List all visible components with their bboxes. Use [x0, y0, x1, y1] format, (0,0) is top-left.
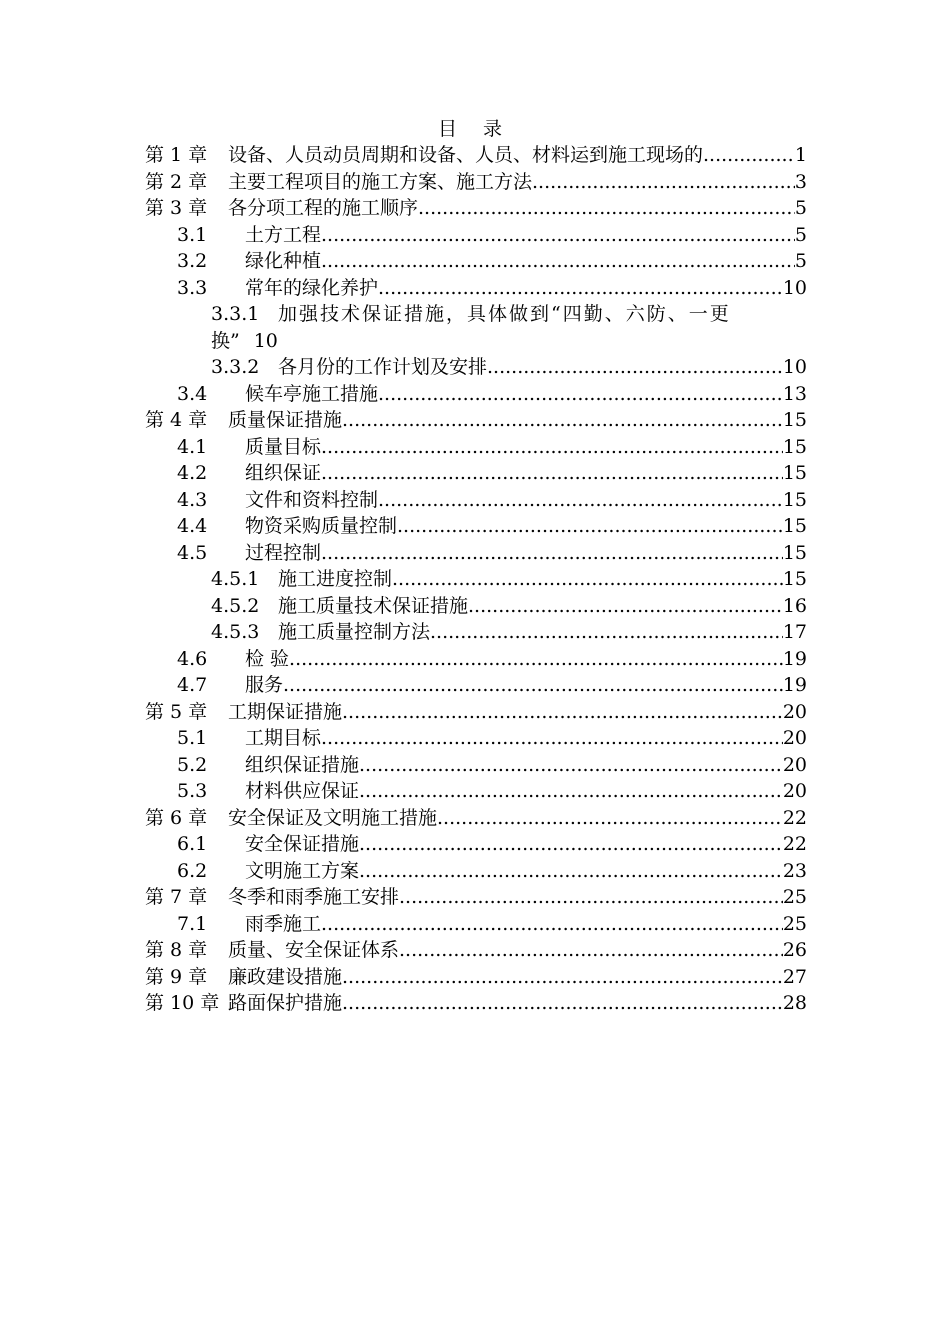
- toc-entry[interactable]: [145, 354, 807, 381]
- toc-entry-page: 19: [782, 647, 807, 670]
- toc-entry[interactable]: [145, 460, 807, 487]
- toc-entry-number: 3.3.1: [211, 303, 260, 325]
- toc-entry-text: 绿化种植: [245, 250, 322, 272]
- toc-leader-dots: [342, 407, 783, 434]
- toc-entry-number: 3.3: [177, 276, 208, 299]
- toc-entry[interactable]: [145, 142, 807, 169]
- toc-entry-text-continued: 换”: [211, 329, 240, 352]
- toc-entry-text: 常年的绿化养护: [245, 276, 379, 299]
- toc-entry-page: 20: [782, 700, 807, 723]
- toc-entry-page: 20: [782, 727, 807, 749]
- toc-entry-page: 5: [794, 197, 807, 219]
- toc-entry-page: 10: [782, 356, 807, 378]
- toc-leader-dots: [378, 275, 783, 302]
- toc-entry-page: 5: [794, 223, 807, 246]
- toc-entry-page: 17: [782, 621, 807, 643]
- toc-leader-dots: [321, 248, 795, 275]
- toc-leader-dots: [397, 513, 783, 540]
- toc-entry-page: 28: [782, 992, 807, 1014]
- toc-entry-page: 25: [782, 886, 807, 908]
- toc-entry[interactable]: [145, 275, 807, 302]
- toc-entry-text: 施工质量技术保证措施: [278, 594, 469, 617]
- toc-entry-text: 组织保证措施: [245, 753, 360, 776]
- toc-entry-number: 第 1 章: [145, 144, 208, 166]
- toc-leader-dots: [468, 593, 783, 620]
- toc-entry-text: 工期目标: [245, 727, 322, 749]
- toc-leader-dots: [378, 487, 783, 514]
- toc-leader-dots: [392, 566, 783, 593]
- toc-entry-number: 4.1: [177, 435, 208, 458]
- toc-leader-dots: [321, 460, 783, 487]
- table-of-contents: [145, 142, 807, 1017]
- toc-entry-page: 26: [782, 939, 807, 961]
- toc-entry[interactable]: [145, 778, 807, 805]
- toc-entry[interactable]: [145, 831, 807, 858]
- toc-entry[interactable]: [145, 487, 807, 514]
- toc-entry[interactable]: [145, 566, 807, 593]
- toc-entry-page: 22: [782, 833, 807, 855]
- toc-entry-number: 第 8 章: [145, 939, 208, 961]
- toc-entry[interactable]: [145, 646, 807, 673]
- toc-leader-dots: [418, 195, 795, 222]
- toc-leader-dots: [342, 699, 783, 726]
- toc-entry-number: 第 3 章: [145, 197, 208, 219]
- toc-leader-dots: [430, 619, 783, 646]
- toc-entry-number: 5.1: [177, 727, 208, 749]
- toc-entry[interactable]: [145, 805, 807, 832]
- toc-entry[interactable]: [145, 222, 807, 249]
- toc-leader-dots: [321, 434, 783, 461]
- toc-title: 目 录: [437, 118, 513, 140]
- toc-entry-text: 路面保护措施: [228, 992, 343, 1014]
- toc-leader-dots: [321, 725, 783, 752]
- toc-entry-page: 19: [782, 674, 807, 696]
- toc-entry-page: 16: [782, 594, 807, 617]
- toc-entry-text: 雨季施工: [245, 912, 322, 935]
- toc-entry-text: 冬季和雨季施工安排: [228, 886, 400, 908]
- toc-entry-text: 候车亭施工措施: [245, 382, 379, 405]
- toc-entry-text: 各分项工程的施工顺序: [228, 197, 419, 219]
- toc-entry-text: 土方工程: [245, 223, 322, 246]
- toc-leader-dots: [378, 381, 783, 408]
- toc-leader-dots: [342, 990, 783, 1017]
- toc-entry-page: 15: [782, 488, 807, 511]
- toc-leader-dots: [321, 911, 783, 938]
- toc-entry-number: 4.2: [177, 462, 208, 484]
- toc-entry-page: 5: [794, 250, 807, 272]
- toc-entry-number: 4.7: [177, 674, 208, 696]
- toc-entry-number: 第 5 章: [145, 700, 208, 723]
- toc-entry-text: 各月份的工作计划及安排: [278, 356, 488, 378]
- toc-entry-number: 3.1: [177, 223, 208, 246]
- toc-entry-page: 15: [782, 462, 807, 484]
- toc-entry-text: 工期保证措施: [228, 700, 343, 723]
- toc-entry-page: 27: [782, 965, 807, 988]
- toc-entry-number: 4.5.2: [211, 594, 260, 617]
- toc-entry-number: 第 9 章: [145, 965, 208, 988]
- toc-entry-text: 文明施工方案: [245, 859, 360, 882]
- toc-entry-number: 7.1: [177, 912, 208, 935]
- toc-entry-number: 第 10 章: [145, 992, 220, 1014]
- toc-entry-number: 4.5.3: [211, 621, 260, 643]
- toc-leader-dots: [359, 831, 783, 858]
- toc-entry-page: 20: [782, 780, 807, 802]
- toc-leader-dots: [703, 142, 795, 169]
- toc-entry-text: 安全保证及文明施工措施: [228, 806, 438, 829]
- toc-entry[interactable]: [145, 937, 807, 964]
- toc-entry-number: 5.3: [177, 780, 208, 802]
- toc-entry-page: 25: [782, 912, 807, 935]
- toc-entry-text: 安全保证措施: [245, 833, 360, 855]
- toc-entry[interactable]: [145, 911, 807, 938]
- toc-entry[interactable]: [145, 672, 807, 699]
- toc-entry-text: 材料供应保证: [245, 780, 360, 802]
- toc-entry[interactable]: [145, 301, 807, 354]
- toc-entry-page: 15: [782, 435, 807, 458]
- toc-leader-dots: [437, 805, 783, 832]
- toc-entry-number: 4.6: [177, 647, 208, 670]
- toc-entry[interactable]: [145, 434, 807, 461]
- toc-entry-page: 23: [782, 859, 807, 882]
- toc-entry-page: 10: [782, 276, 807, 299]
- toc-leader-dots: [342, 964, 783, 991]
- toc-leader-dots: [321, 540, 783, 567]
- toc-entry-number: 3.2: [177, 250, 208, 272]
- toc-entry-number: 4.4: [177, 515, 208, 537]
- toc-entry-text: 施工质量控制方法: [278, 621, 431, 643]
- toc-entry[interactable]: [145, 858, 807, 885]
- toc-entry-number: 4.5: [177, 541, 208, 564]
- toc-leader-dots: [289, 646, 783, 673]
- toc-leader-dots: [532, 169, 795, 196]
- toc-entry[interactable]: [145, 593, 807, 620]
- toc-entry-text: 组织保证: [245, 462, 322, 484]
- toc-entry-page: 10: [253, 329, 278, 352]
- toc-entry-page: 13: [782, 382, 807, 405]
- toc-entry-text: 主要工程项目的施工方案、施工方法: [228, 170, 533, 193]
- toc-entry-page: 1: [794, 144, 807, 166]
- toc-entry[interactable]: [145, 540, 807, 567]
- toc-entry-text: 设备、人员动员周期和设备、人员、材料运到施工现场的: [228, 144, 704, 166]
- toc-entry-page: 15: [782, 568, 807, 590]
- toc-entry-number: 第 4 章: [145, 409, 208, 431]
- toc-entry-text: 文件和资料控制: [245, 488, 379, 511]
- toc-leader-dots: [283, 672, 783, 699]
- toc-entry[interactable]: [145, 169, 807, 196]
- toc-entry[interactable]: [145, 884, 807, 911]
- toc-entry-number: 6.1: [177, 833, 208, 855]
- toc-entry-text: 检 验: [245, 647, 290, 670]
- toc-entry-number: 第 7 章: [145, 886, 208, 908]
- toc-entry[interactable]: [145, 725, 807, 752]
- toc-entry[interactable]: [145, 619, 807, 646]
- toc-entry-text: 质量、安全保证体系: [228, 939, 400, 961]
- toc-entry-text: 加强技术保证措施，具体做到“四勤、六防、一更: [278, 303, 731, 325]
- toc-leader-dots: [321, 222, 795, 249]
- toc-leader-dots: [487, 354, 783, 381]
- toc-entry[interactable]: [145, 381, 807, 408]
- toc-entry-number: 3.3.2: [211, 356, 260, 378]
- toc-entry[interactable]: [145, 513, 807, 540]
- toc-leader-dots: [359, 752, 783, 779]
- toc-entry-page: 15: [782, 515, 807, 537]
- toc-entry-number: 第 2 章: [145, 170, 208, 193]
- toc-entry-number: 3.4: [177, 382, 208, 405]
- toc-leader-dots: [399, 937, 783, 964]
- toc-entry-number: 4.3: [177, 488, 208, 511]
- toc-entry-page: 15: [782, 541, 807, 564]
- toc-entry-page: 22: [782, 806, 807, 829]
- toc-entry[interactable]: [145, 990, 807, 1017]
- toc-leader-dots: [399, 884, 783, 911]
- toc-entry[interactable]: [145, 699, 807, 726]
- toc-entry-page: 3: [794, 170, 807, 193]
- toc-entry[interactable]: [145, 248, 807, 275]
- toc-entry-number: 5.2: [177, 753, 208, 776]
- toc-entry-number: 第 6 章: [145, 806, 208, 829]
- toc-entry[interactable]: [145, 195, 807, 222]
- toc-entry-text: 质量目标: [245, 435, 322, 458]
- toc-entry-text: 服务: [245, 674, 284, 696]
- toc-entry-text: 过程控制: [245, 541, 322, 564]
- toc-entry-number: 6.2: [177, 859, 208, 882]
- toc-entry[interactable]: [145, 964, 807, 991]
- toc-entry-text: 质量保证措施: [228, 409, 343, 431]
- toc-entry[interactable]: [145, 752, 807, 779]
- toc-entry-text: 廉政建设措施: [228, 965, 343, 988]
- toc-entry-page: 15: [782, 409, 807, 431]
- toc-leader-dots: [359, 858, 783, 885]
- toc-leader-dots: [359, 778, 783, 805]
- toc-entry-text: 物资采购质量控制: [245, 515, 398, 537]
- toc-entry-text: 施工进度控制: [278, 568, 393, 590]
- toc-entry-page: 20: [782, 753, 807, 776]
- toc-entry[interactable]: [145, 407, 807, 434]
- toc-entry-number: 4.5.1: [211, 568, 260, 590]
